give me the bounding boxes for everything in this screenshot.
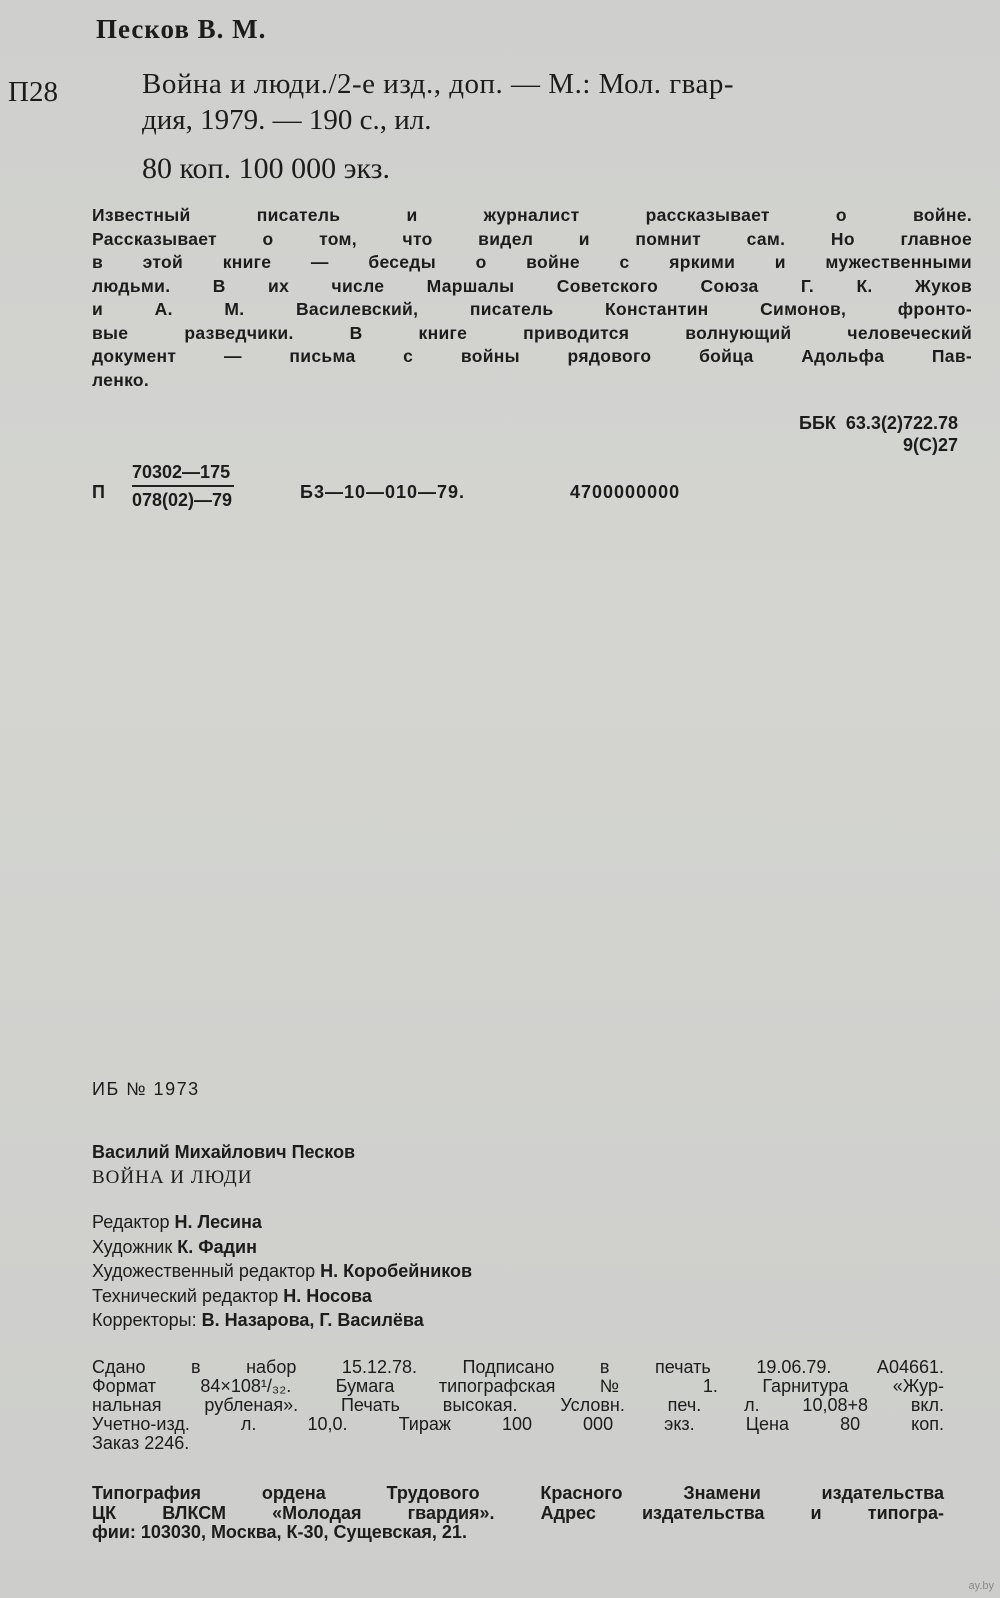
print-info-line: Сдано в набор 15.12.78. Подписано в печать 19.06.79. А04661.: [92, 1357, 944, 1377]
bbk-label: ББК: [799, 413, 836, 433]
printing-house-line: Типография ордена Трудового Красного Знамени издательства: [92, 1483, 944, 1503]
annotation-line: ленко.: [92, 369, 150, 390]
bbk-code-secondary: 9(С)27: [902, 435, 958, 455]
watermark: ay.by: [968, 1580, 994, 1592]
credits-list: [92, 1210, 472, 1333]
printing-house-block: [92, 1484, 944, 1543]
index-fraction: [132, 462, 234, 511]
print-info-line: Заказ 2246.: [92, 1433, 190, 1453]
credit-art-editor: [92, 1259, 472, 1284]
bbk-classification: [799, 412, 958, 456]
printing-house-line: ЦК ВЛКСМ «Молодая гвардия». Адрес издательства и типогра-: [92, 1502, 944, 1523]
credit-role: Редактор: [92, 1212, 170, 1232]
fraction-numerator: 70302—175: [132, 462, 234, 487]
bibliographic-line: Война и люди./2-е изд., доп. — М.: Мол. гвар-: [142, 68, 735, 100]
index-number: 4700000000: [570, 482, 681, 502]
annotation-line: вые разведчики. В книге приводится волнующий человеческий: [92, 322, 972, 343]
credit-role: Корректоры:: [92, 1310, 197, 1330]
bbk-code: 63.3(2)722.78: [845, 413, 958, 433]
annotation-line: документ — письма с войны рядового бойца Адольфа Пав-: [92, 346, 972, 366]
index-prefix: П: [92, 482, 105, 502]
credit-role: Художественный редактор: [92, 1261, 316, 1281]
annotation-line: Известный писатель и журналист рассказывает о войне.: [92, 205, 972, 225]
annotation-paragraph: [92, 204, 972, 392]
credit-role: Технический редактор: [92, 1285, 279, 1306]
full-author-name: Василий Михайлович Песков: [92, 1142, 356, 1162]
bibliographic-line: дия, 1979. — 190 с., ил.: [142, 104, 432, 136]
ib-number: ИБ № 1973: [92, 1079, 200, 1099]
credit-editor: [92, 1210, 472, 1235]
print-info-line: Учетно-изд. л. 10,0. Тираж 100 000 экз. Цена 80 коп.: [92, 1414, 944, 1434]
annotation-line: людьми. В их числе Маршалы Советского Союза Г. К. Жуков: [92, 275, 972, 296]
fraction-denominator: 078(02)—79: [132, 490, 233, 510]
credit-proofreaders: [92, 1308, 472, 1333]
credit-name: Н. Коробейников: [320, 1261, 473, 1281]
printing-house-line: фии: 103030, Москва, К-30, Сущевская, 21.: [92, 1522, 467, 1542]
price-and-print-run: 80 коп. 100 000 экз.: [142, 152, 391, 185]
credit-role: Художник: [92, 1236, 173, 1257]
credit-name: Н. Носова: [283, 1285, 372, 1306]
credit-artist: [92, 1235, 472, 1260]
annotation-line: в этой книге — беседы о войне с яркими и мужественными: [92, 252, 972, 272]
print-info-block: [92, 1358, 944, 1453]
book-title: ВОЙНА И ЛЮДИ: [92, 1167, 253, 1188]
author-heading: Песков В. М.: [96, 14, 267, 44]
credit-tech-editor: [92, 1284, 472, 1309]
classmark: П28: [8, 76, 58, 108]
credit-name: Н. Лесина: [174, 1212, 262, 1232]
annotation-line: и А. М. Василевский, писатель Константин Симонов, фронто-: [92, 299, 972, 319]
print-info-line: нальная рубленая». Печать высокая. Условн. печ. л. 10,08+8 вкл.: [92, 1395, 944, 1415]
credit-name: В. Назарова, Г. Василёва: [201, 1310, 424, 1330]
print-info-line: Формат 84×108¹/₃₂. Бумага типографская № 1. Гарнитура «Жур-: [92, 1376, 944, 1396]
index-code: Б3—10—010—79.: [300, 482, 466, 502]
credit-name: К. Фадин: [177, 1236, 257, 1257]
annotation-line: Рассказывает о том, что видел и помнит сам. Но главное: [92, 228, 972, 249]
